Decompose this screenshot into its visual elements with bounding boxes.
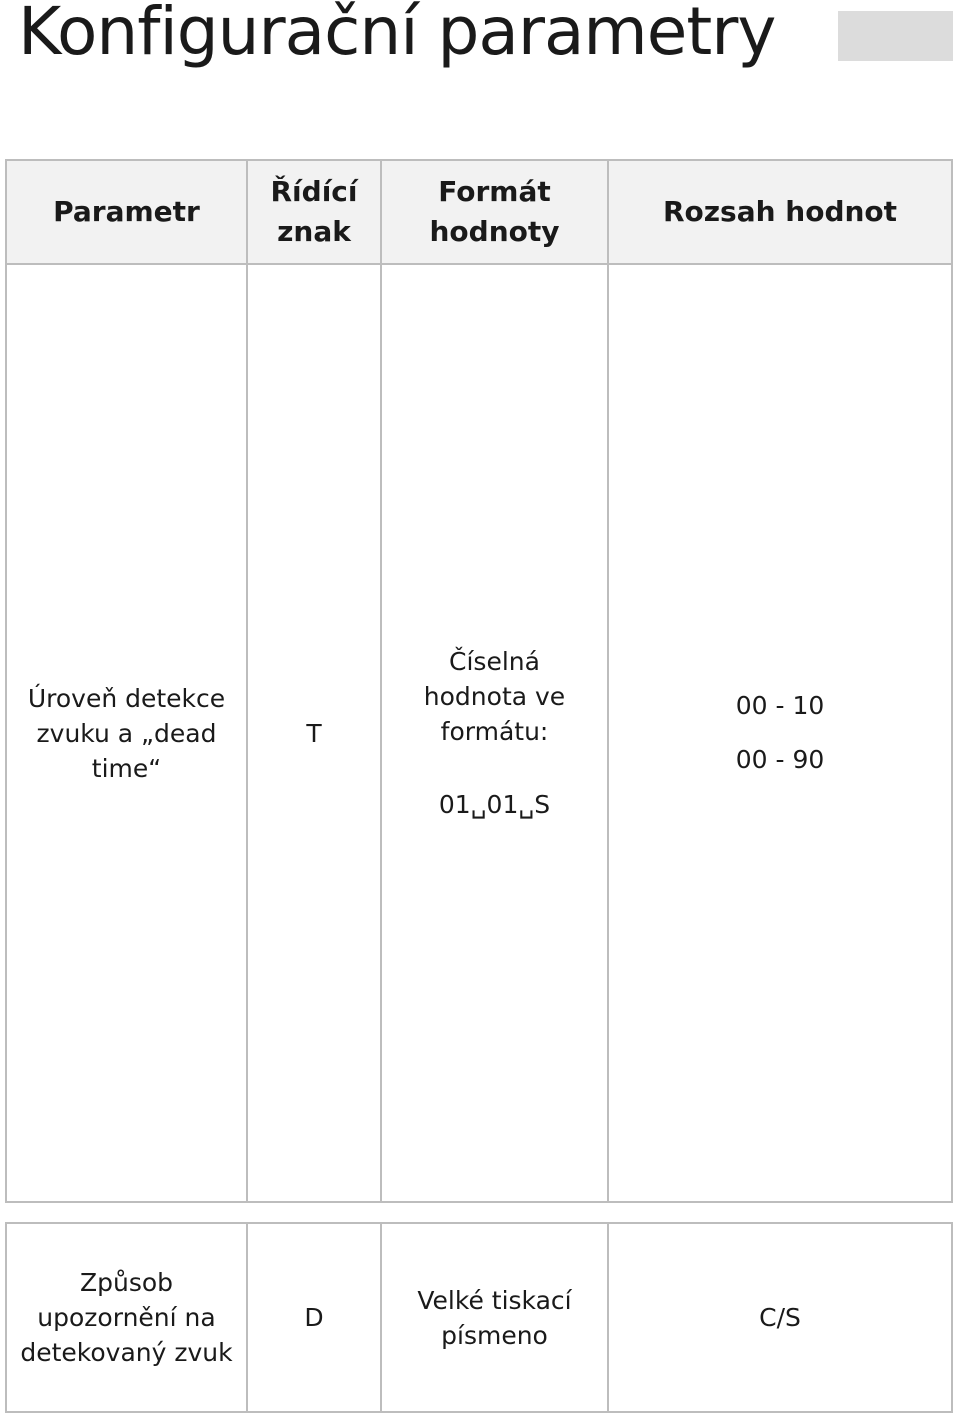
cell-parameter [6,1223,247,1412]
cell-text-line: upozornění na [37,1303,216,1332]
cell-text-line: Způsob [79,1268,174,1297]
range-value: 00 - 90 [735,745,825,774]
header-value-format [381,160,608,264]
header-control-char-line-1: Řídící [270,175,358,208]
cell-text-line: T [306,718,322,748]
header-control-char [247,160,381,264]
cell-text-line: Číselná [449,647,540,676]
cell-value-format [381,264,608,1202]
header-value-format-line-2: hodnoty [429,215,560,248]
cell-text-line: Úroveň detekce [27,683,226,713]
cell-text-line: zvuku a „dead [36,718,217,748]
cell-text-line: time“ [91,753,162,783]
cell-text-line: hodnota ve [423,682,566,711]
header-value-range [608,160,952,264]
table-header-row [6,160,952,264]
cell-value-format [381,1223,608,1412]
cell-control-char [247,1223,381,1412]
cell-text-line: D [304,1303,324,1332]
header-parameter-label: Parametr [53,195,200,228]
cell-spacer [388,749,601,787]
table-row [6,1223,952,1412]
cell-text-line: Velké tiskací [417,1285,572,1315]
header-value-format-line-1: Formát [438,175,551,208]
cell-value-range [608,1223,952,1412]
header-parameter [6,160,247,264]
header-value-range-label: Rozsah hodnot [662,195,898,228]
cell-value-range [608,264,952,1202]
cell-parameter [6,264,247,1202]
cell-text-line: formátu: [440,717,549,746]
page-title: Konfigurační parametry [18,0,776,70]
cell-control-char [247,264,381,1202]
header-decoration-box [838,11,953,61]
parameters-table-continued [5,1222,953,1413]
cell-text-line: detekovaný zvuk [20,1338,233,1367]
parameters-table [5,159,953,1203]
header-control-char-line-2: znak [277,215,351,248]
range-value: 00 - 10 [735,691,825,720]
cell-text-line: písmeno [441,1320,548,1350]
format-example: 01␣01␣S [438,790,551,819]
table-row [6,264,952,1202]
range-value: C/S [759,1303,801,1332]
